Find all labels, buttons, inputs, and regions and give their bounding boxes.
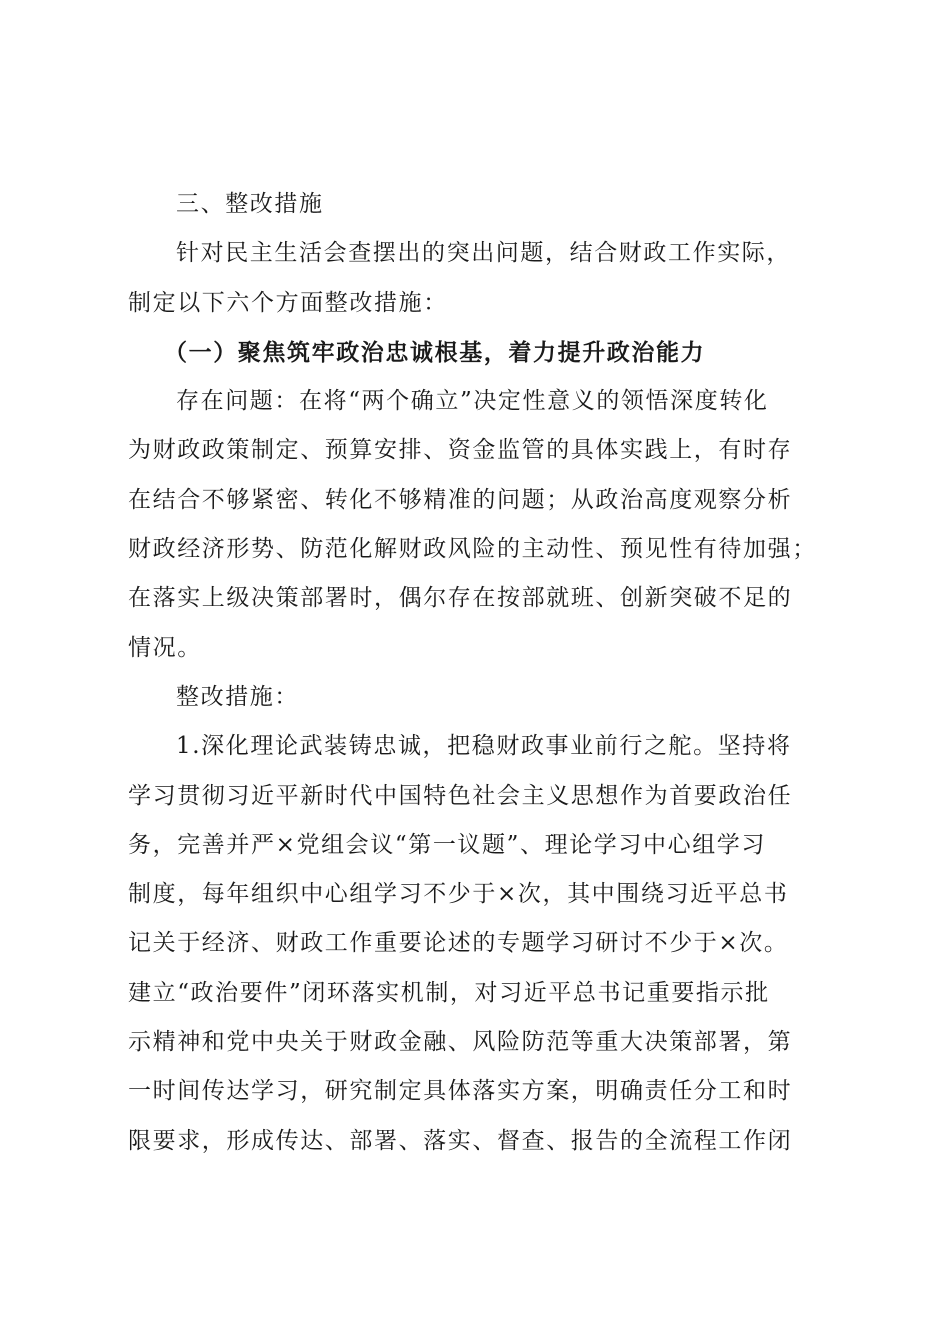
paragraph-line: 整改措施： (176, 683, 299, 710)
paragraph-line: 存在问题：在将“两个确立”决定性意义的领悟深度转化 (176, 388, 769, 415)
paragraph-line: 1.深化理论武装铸忠诚，把稳财政事业前行之舵。坚持将 (176, 733, 792, 760)
paragraph-line: 制度，每年组织中心组学习不少于×次，其中围绕习近平总书 (128, 881, 789, 908)
paragraph-line: 在结合不够紧密、转化不够精准的问题；从政治高度观察分析 (128, 486, 793, 513)
paragraph-line: 情况。 (128, 634, 202, 661)
paragraph-line: 在落实上级决策部署时，偶尔存在按部就班、创新突破不足的 (128, 585, 793, 612)
paragraph-line: 财政经济形势、防范化解财政风险的主动性、预见性有待加强； (128, 536, 817, 563)
paragraph-line: 建立“政治要件”闭环落实机制，对习近平总书记重要指示批 (128, 979, 770, 1006)
section-heading: 三、整改措施 (176, 191, 324, 217)
paragraph-line: 示精神和党中央关于财政金融、风险防范等重大决策部署，第 (128, 1029, 793, 1056)
paragraph-line: 制定以下六个方面整改措施： (128, 289, 448, 316)
document-body (128, 180, 840, 1166)
paragraph-line: 限要求，形成传达、部署、落实、督查、报告的全流程工作闭 (128, 1127, 793, 1154)
paragraph-line: 针对民主生活会查摆出的突出问题，结合财政工作实际， (176, 240, 791, 267)
paragraph-line: 学习贯彻习近平新时代中国特色社会主义思想作为首要政治任 (128, 782, 793, 809)
paragraph-line: 为财政政策制定、预算安排、资金监管的具体实践上，有时存 (128, 437, 793, 464)
paragraph-line: 一时间传达学习，研究制定具体落实方案，明确责任分工和时 (128, 1078, 793, 1105)
paragraph-line: 记关于经济、财政工作重要论述的专题学习研讨不少于×次。 (128, 930, 789, 957)
paragraph-line: 务，完善并严×党组会议“第一议题”、理论学习中心组学习 (128, 831, 766, 858)
subsection-heading: （一）聚焦筑牢政治忠诚根基，着力提升政治能力 (164, 338, 706, 366)
